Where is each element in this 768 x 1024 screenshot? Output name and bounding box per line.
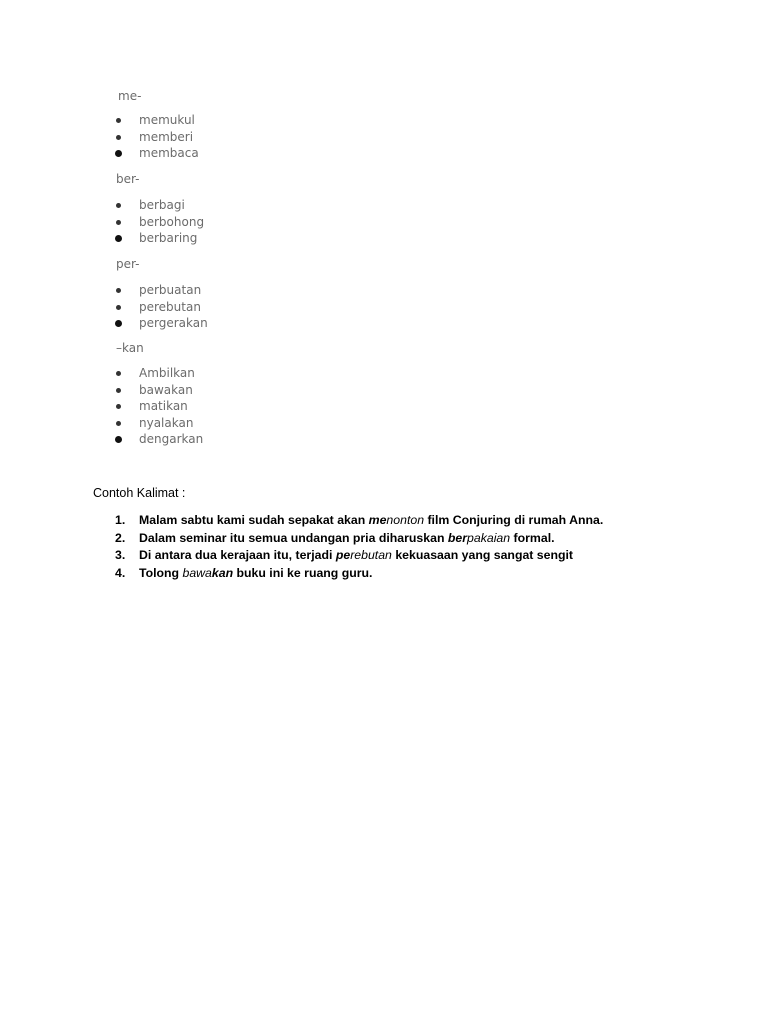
bullet-icon bbox=[116, 371, 121, 376]
examples-heading: Contoh Kalimat : bbox=[93, 486, 186, 500]
bullet-icon bbox=[116, 421, 121, 426]
document-page: me- memukul memberi membaca ber- berbagi berbohong berbaring per- perbuatan perebutan pergerakan –kan Ambilkan bawakan matikan nyalakan dengarkan Contoh Kalimat : 1. Malam sabtu kami sudah sepakat akan menonton film Conjuring di rumah Anna. 2. Dalam seminar itu semua undangan pria diharuskan berpakaian formal. 3. Di antara dua kerajaan itu, terjadi perebutan kekuasaan yang sangat sengit 4. Tolong bawakan buku ini ke ruang guru. bbox=[0, 0, 768, 1024]
prefix-heading-per: per- bbox=[116, 257, 140, 271]
bullet-icon bbox=[115, 320, 122, 327]
bullet-icon bbox=[115, 436, 122, 443]
prefix-heading-ber: ber- bbox=[116, 172, 140, 186]
bullet-icon bbox=[116, 118, 121, 123]
bullet-icon bbox=[115, 150, 122, 157]
bullet-icon bbox=[116, 135, 121, 140]
bullet-icon bbox=[116, 288, 121, 293]
bullet-icon bbox=[116, 404, 121, 409]
bullet-icon bbox=[116, 220, 121, 225]
bullet-icon bbox=[115, 235, 122, 242]
suffix-heading-kan: –kan bbox=[116, 341, 144, 355]
bullet-icon bbox=[116, 203, 121, 208]
bullet-icon bbox=[116, 305, 121, 310]
prefix-heading-me: me- bbox=[118, 89, 142, 103]
bullet-icon bbox=[116, 388, 121, 393]
